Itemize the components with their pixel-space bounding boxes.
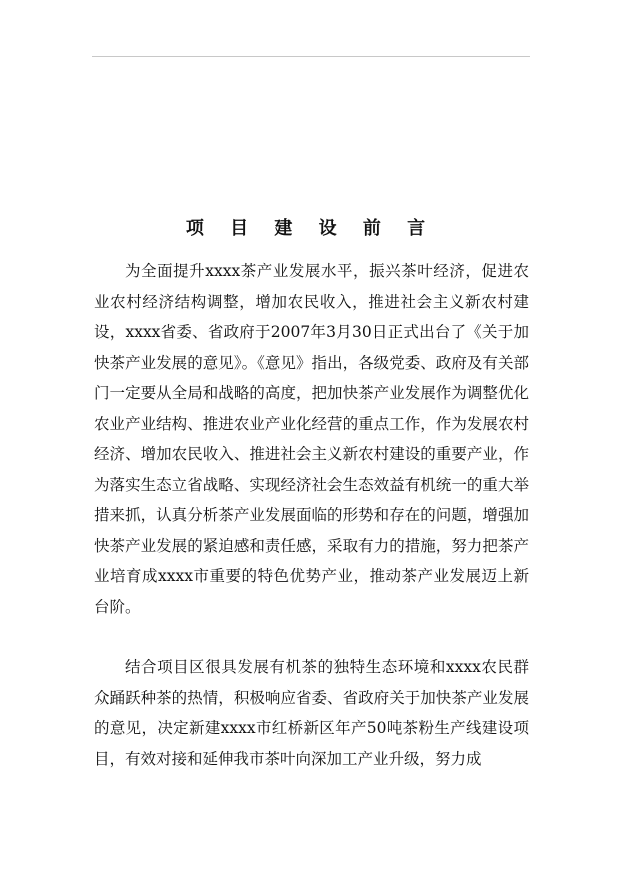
page-title: 项 目 建 设 前 言 (185, 218, 436, 239)
body-paragraph-1: 为全面提升xxxx茶产业发展水平，振兴茶叶经济，促进农业农村经济结构调整，增加农民收入，推进社会主义新农村建设，xxxx省委、省政府于2007年3月30日正式出台了《关于加快茶产业发展的意见》。《意见》指出，各级党委、政府及有关部门一定要从全局和战略的高度，把加快茶产业发展作为调整优化农业产业结构、推进农业产业化经营的重点工作，作为发展农村经济、增加农民收入、推进社会主义新农村建设的重要产业，作为落实生态立省战略、实现经济社会生态效益有机统一的重大举措来抓，认真分析茶产业发展面临的形势和存在的问题，增强加快茶产业发展的紧迫感和责任感，采取有力的措施，努力把茶产业培育成xxxx市重要的特色优势产业，推动茶产业发展迈上新台阶。 (94, 262, 529, 616)
body-paragraph-2: 结合项目区很具发展有机茶的独特生态环境和xxxx农民群众踊跃种茶的热情，积极响应省委、省政府关于加快茶产业发展的意见，决定新建xxxx市红桥新区年产50吨茶粉生产线建设项目，有效对接和延伸我市茶叶向深加工产业升级，努力成 (94, 658, 529, 768)
header-rule (92, 56, 530, 57)
